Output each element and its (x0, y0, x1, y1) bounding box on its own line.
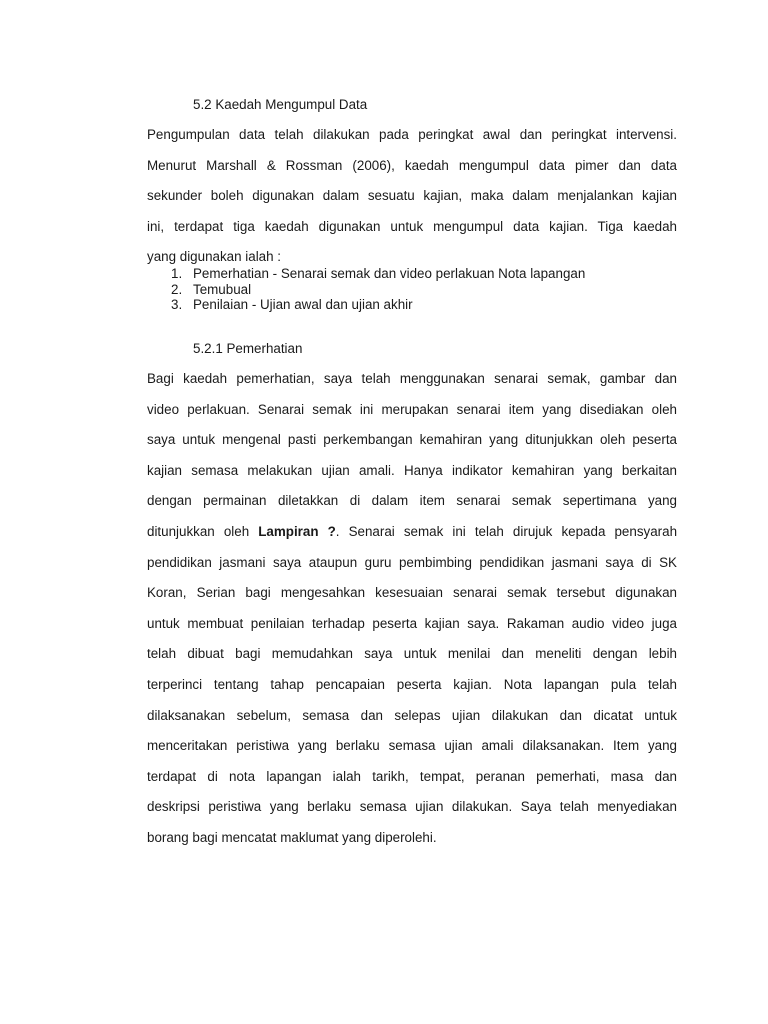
paragraph-kaedah (147, 126, 677, 279)
text-line: menceritakan peristiwa yang berlaku semasa ujian amali dilaksanakan. Item yang (147, 738, 677, 754)
text-line: kajian semasa melakukan ujian amali. Hanya indikator kemahiran yang berkaitan (147, 462, 677, 478)
text-line: saya untuk mengenal pasti perkembangan kemahiran yang ditunjukkan oleh peserta (147, 432, 677, 448)
list-text: Pemerhatian - Senarai semak dan video perlakuan Nota lapangan (193, 266, 586, 281)
list-text: Penilaian - Ujian awal dan ujian akhir (193, 297, 413, 312)
section-heading-5-2: 5.2 Kaedah Mengumpul Data (193, 97, 368, 112)
list-number: 3. (171, 297, 183, 312)
text-line: dilaksanakan sebelum, semasa dan selepas ujian dilakukan dan dicatat untuk (147, 707, 677, 723)
text-line: sekunder boleh digunakan dalam sesuatu kajian, maka dalam menjalankan kajian (147, 188, 677, 204)
text-line: Bagi kaedah pemerhatian, saya telah menggunakan senarai semak, gambar dan (147, 371, 677, 386)
method-list (147, 266, 585, 313)
text-line (147, 523, 677, 554)
paragraph-pemerhatian (147, 370, 677, 860)
text-fragment: . Senarai semak ini telah dirujuk kepada pensyarah (335, 523, 678, 539)
text-line: yang digunakan ialah : (147, 249, 282, 265)
list-item (147, 266, 585, 282)
list-item (147, 297, 585, 313)
text-line: borang bagi mencatat maklumat yang diperolehi. (147, 829, 437, 845)
section-heading-5-2-1: 5.2.1 Pemerhatian (193, 341, 303, 356)
text-line: terdapat di nota lapangan ialah tarikh, tempat, peranan pemerhati, masa dan (147, 768, 677, 784)
text-line: pendidikan jasmani saya ataupun guru pembimbing pendidikan jasmani saya di SK (147, 554, 677, 570)
list-item (147, 282, 585, 298)
text-line: Koran, Serian bagi mengesahkan kesesuaian senarai semak tersebut digunakan (147, 585, 677, 601)
text-line: ini, terdapat tiga kaedah digunakan untuk mengumpul data kajian. Tiga kaedah (147, 218, 677, 234)
list-number: 1. (171, 266, 183, 281)
text-line: Pengumpulan data telah dilakukan pada peringkat awal dan peringkat intervensi. (147, 127, 677, 142)
text-line: deskripsi peristiwa yang berlaku semasa ujian dilakukan. Saya telah menyediakan (147, 799, 677, 815)
list-text: Temubual (193, 281, 252, 297)
text-line: Menurut Marshall & Rossman (2006), kaedah mengumpul data pimer dan data (147, 157, 677, 173)
text-line: video perlakuan. Senarai semak ini merupakan senarai item yang disediakan oleh (147, 401, 677, 417)
list-number: 2. (171, 281, 183, 297)
text-line: telah dibuat bagi memudahkan saya untuk menilai dan meneliti dengan lebih (147, 646, 677, 662)
text-line: dengan permainan diletakkan di dalam item senarai semak sepertimana yang (147, 493, 677, 509)
text-line: terperinci tentang tahap pencapaian peserta kajian. Nota lapangan pula telah (147, 676, 677, 692)
text-line: untuk membuat penilaian terhadap peserta kajian saya. Rakaman audio video juga (147, 615, 677, 631)
lampiran-reference: Lampiran ? (258, 523, 336, 539)
text-fragment: ditunjukkan oleh (147, 523, 259, 539)
